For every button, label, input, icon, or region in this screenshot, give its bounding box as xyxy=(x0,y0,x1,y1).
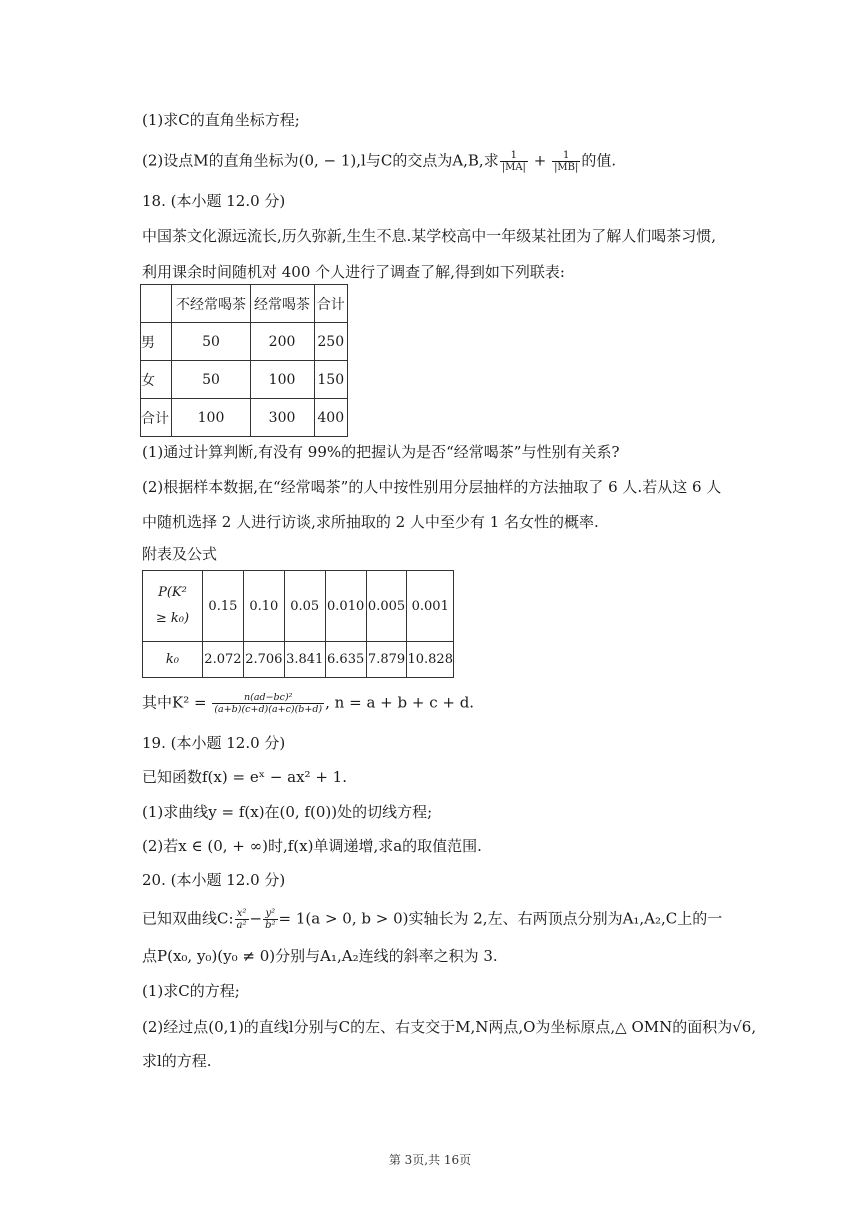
q19-part2: (2)若x ∈ (0, + ∞)时,f(x)单调递增,求a的取值范围. xyxy=(142,837,482,855)
table-cell: 400 xyxy=(314,399,348,437)
formula-fraction xyxy=(212,692,324,715)
table-cell: 0.001 xyxy=(407,571,454,642)
q20-minus: − xyxy=(249,909,263,928)
probability-label-a: P(K² xyxy=(158,585,187,600)
q17-part2-text-b: 的值. xyxy=(581,151,617,170)
q17-frac-2-num: 1 xyxy=(563,150,570,161)
q20-frac-y-den: b² xyxy=(265,920,276,931)
table-cell: 0.005 xyxy=(366,571,407,642)
table-row xyxy=(141,361,348,399)
contingency-header-cell: 合计 xyxy=(314,285,348,323)
q20-intro-line2: 点P(x₀, y₀)(y₀ ≠ 0)分别与A₁,A₂连线的斜率之积为 3. xyxy=(142,947,498,965)
table-cell: 100 xyxy=(250,361,314,399)
q18-part2-line2: 中随机选择 2 人进行访谈,求所抽取的 2 人中至少有 1 名女性的概率. xyxy=(142,513,599,531)
q20-part1: (1)求C的方程; xyxy=(142,982,240,1000)
contingency-header-row xyxy=(141,285,348,323)
table-cell: 10.828 xyxy=(407,642,454,678)
table-cell: 50 xyxy=(172,361,250,399)
table-cell: 合计 xyxy=(141,399,172,437)
formula-prefix: 其中K² = xyxy=(142,693,207,712)
critical-value-table xyxy=(142,570,454,678)
q20-frac-x-den: a² xyxy=(236,920,247,931)
q20-intro-a: 已知双曲线C: xyxy=(142,909,234,928)
probability-label-cell xyxy=(143,571,203,642)
chi-square-formula xyxy=(142,692,474,715)
q17-frac-1-num: 1 xyxy=(510,150,517,161)
table-cell: 7.879 xyxy=(366,642,407,678)
table-cell: 0.10 xyxy=(243,571,284,642)
page-footer: 第 3页,共 16页 xyxy=(388,1153,472,1167)
probability-label-b: ≥ k₀) xyxy=(155,611,190,626)
q17-part2 xyxy=(142,150,616,173)
contingency-table xyxy=(140,284,348,437)
q17-frac-2-den: |MB| xyxy=(554,162,579,173)
critical-value-row xyxy=(143,642,454,678)
table-cell: 2.706 xyxy=(243,642,284,678)
q17-frac-2 xyxy=(552,150,580,173)
q19-part1: (1)求曲线y = f(x)在(0, f(0))处的切线方程; xyxy=(142,803,433,821)
q17-frac-1-den: |MA| xyxy=(501,162,526,173)
q18-header: 18. (本小题 12.0 分) xyxy=(142,192,286,210)
q18-part1: (1)通过计算判断,有没有 99%的把握认为是否“经常喝茶”与性别有关系? xyxy=(142,443,620,461)
table-cell: 200 xyxy=(250,323,314,361)
q18-intro-2: 利用课余时间随机对 400 个人进行了调查了解,得到如下列联表: xyxy=(142,263,565,281)
q17-part1: (1)求C的直角坐标方程; xyxy=(142,111,300,129)
formula-denominator: (a+b)(c+d)(a+c)(b+d) xyxy=(214,704,323,715)
q20-part2-line2: 求l的方程. xyxy=(142,1052,212,1070)
q18-intro-1: 中国茶文化源远流长,历久弥新,生生不息.某学校高中一年级某社团为了解人们喝茶习惯, xyxy=(142,227,717,245)
table-cell: 100 xyxy=(172,399,250,437)
table-row xyxy=(141,323,348,361)
table-cell: 0.15 xyxy=(202,571,243,642)
q17-frac-1 xyxy=(500,150,528,173)
q18-appendix-label: 附表及公式 xyxy=(142,545,218,563)
formula-suffix: , n = a + b + c + d. xyxy=(325,693,475,712)
probability-row xyxy=(143,571,454,642)
q19-intro: 已知函数f(x) = eˣ − ax² + 1. xyxy=(142,768,347,786)
contingency-header-cell: 不经常喝茶 xyxy=(172,285,250,323)
table-cell: 250 xyxy=(314,323,348,361)
contingency-header-cell xyxy=(141,285,172,323)
q20-frac-y xyxy=(263,908,277,931)
formula-numerator: n(ad−bc)² xyxy=(244,692,293,703)
table-cell: 0.010 xyxy=(325,571,366,642)
contingency-header-cell: 经常喝茶 xyxy=(250,285,314,323)
critical-value-label-cell: k₀ xyxy=(143,642,203,678)
q19-header: 19. (本小题 12.0 分) xyxy=(142,734,286,752)
table-cell: 0.05 xyxy=(284,571,325,642)
q20-part2-line1: (2)经过点(0,1)的直线l分别与C的左、右支交于M,N两点,O为坐标原点,△ OMN的面积为√6, xyxy=(142,1018,757,1036)
table-cell: 300 xyxy=(250,399,314,437)
table-cell: 女 xyxy=(141,361,172,399)
q20-intro-line1 xyxy=(142,908,722,931)
table-cell: 150 xyxy=(314,361,348,399)
q17-plus: + xyxy=(533,151,547,170)
q20-frac-x xyxy=(235,908,249,931)
q20-header: 20. (本小题 12.0 分) xyxy=(142,871,286,889)
q20-frac-x-num: x² xyxy=(236,908,247,919)
table-cell: 6.635 xyxy=(325,642,366,678)
table-cell: 男 xyxy=(141,323,172,361)
q17-part2-text-a: (2)设点M的直角坐标为(0, − 1),l与C的交点为A,B,求 xyxy=(142,151,499,170)
table-cell: 50 xyxy=(172,323,250,361)
table-cell: 3.841 xyxy=(284,642,325,678)
q20-intro-b: = 1(a > 0, b > 0)实轴长为 2,左、右两顶点分别为A₁,A₂,C上的一 xyxy=(278,909,723,928)
q18-part2-line1: (2)根据样本数据,在“经常喝茶”的人中按性别用分层抽样的方法抽取了 6 人.若从这 6 人 xyxy=(142,478,722,496)
q20-frac-y-num: y² xyxy=(265,908,276,919)
table-row xyxy=(141,399,348,437)
table-cell: 2.072 xyxy=(202,642,243,678)
